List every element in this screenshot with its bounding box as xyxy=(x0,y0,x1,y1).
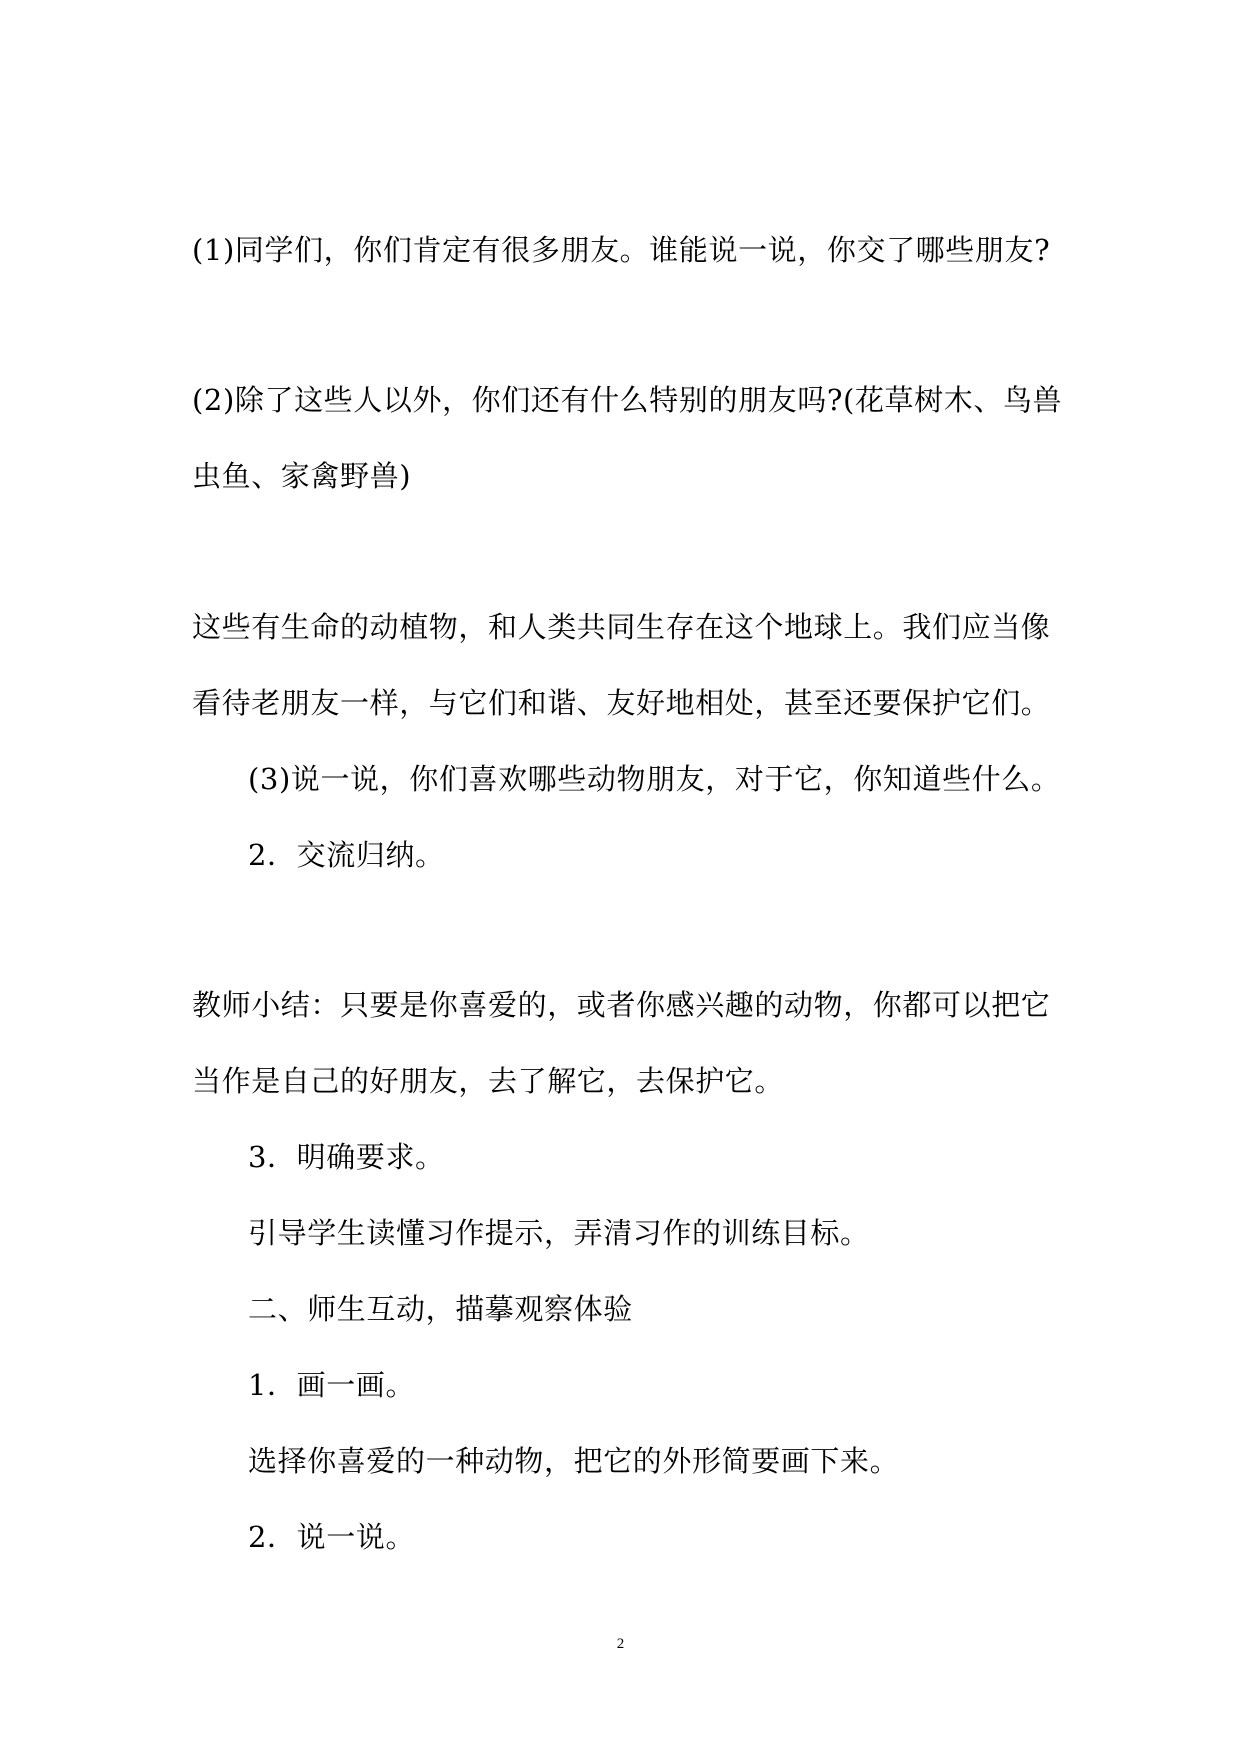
step-3-heading: 3．明确要求。 xyxy=(248,1140,445,1174)
paragraph-question-3: (3)说一说，你们喜欢哪些动物朋友，对于它，你知道些什么。 xyxy=(248,762,1061,796)
teacher-summary-line-1: 教师小结：只要是你喜爱的，或者你感兴趣的动物，你都可以把它 xyxy=(192,988,1051,1022)
paragraph-living-things-line-1: 这些有生命的动植物，和人类共同生存在这个地球上。我们应当像 xyxy=(192,610,1051,644)
paragraph-question-2-line-2: 虫鱼、家禽野兽) xyxy=(192,459,412,493)
step-2-heading: 2．交流归纳。 xyxy=(248,838,445,872)
draw-instruction: 选择你喜爱的一种动物，把它的外形简要画下来。 xyxy=(248,1444,900,1478)
guidance-paragraph: 引导学生读懂习作提示，弄清习作的训练目标。 xyxy=(248,1216,870,1250)
paragraph-living-things-line-2: 看待老朋友一样，与它们和谐、友好地相处，甚至还要保护它们。 xyxy=(192,686,1051,720)
teacher-summary-line-2: 当作是自己的好朋友，去了解它，去保护它。 xyxy=(192,1064,785,1098)
speak-step-heading: 2．说一说。 xyxy=(248,1520,416,1554)
page-number: 2 xyxy=(616,1636,625,1652)
section-2-heading: 二、师生互动，描摹观察体验 xyxy=(248,1292,633,1326)
paragraph-question-2-line-1: (2)除了这些人以外，你们还有什么特别的朋友吗?(花草树木、鸟兽 xyxy=(192,383,1063,417)
draw-step-heading: 1．画一画。 xyxy=(248,1368,416,1402)
paragraph-question-1: (1)同学们，你们肯定有很多朋友。谁能说一说，你交了哪些朋友? xyxy=(192,233,1051,267)
